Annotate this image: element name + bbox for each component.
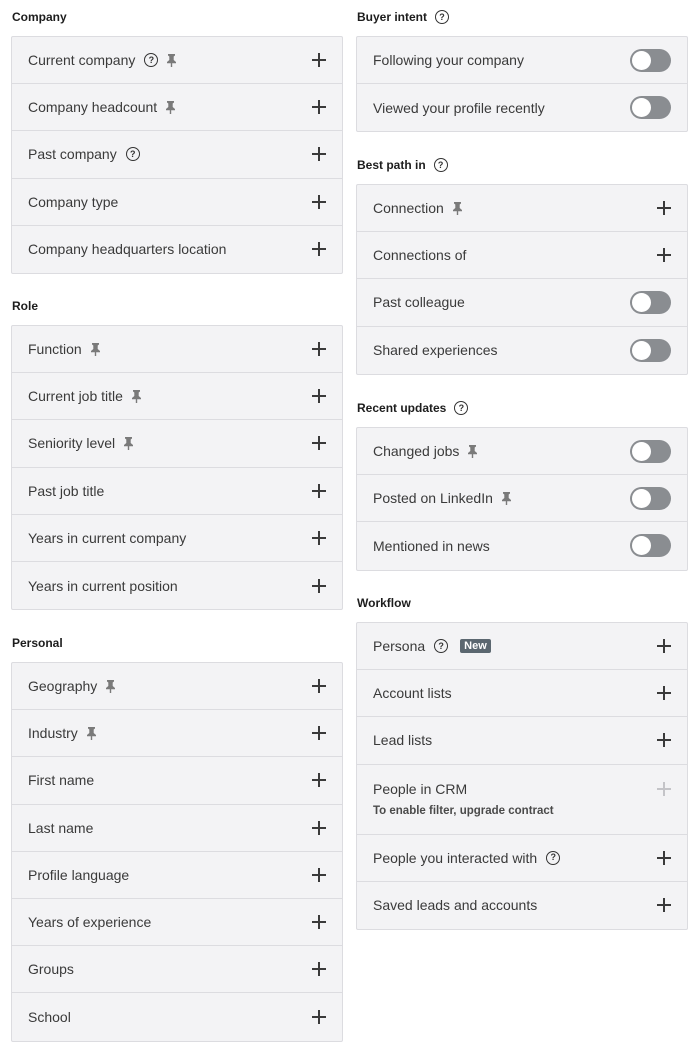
filter-label: Posted on LinkedIn — [373, 490, 493, 507]
filter-people-in-crm — [357, 765, 687, 835]
recent-updates-section-title — [357, 400, 468, 416]
help-icon[interactable]: ? — [435, 10, 449, 24]
filter-persona[interactable] — [357, 623, 687, 670]
plus-icon[interactable] — [312, 531, 326, 545]
filter-label: First name — [28, 772, 95, 789]
filter-label: Groups — [28, 961, 74, 978]
filter-label: Geography — [28, 678, 98, 695]
plus-icon[interactable] — [657, 733, 671, 747]
plus-icon[interactable] — [657, 201, 671, 215]
filter-label: Company type — [28, 193, 119, 210]
plus-icon[interactable] — [312, 342, 326, 356]
filter-following-your-company — [357, 37, 687, 84]
section-title-text: Company — [12, 10, 67, 24]
filter-label: Past job title — [28, 482, 105, 499]
filter-label: Company headcount — [28, 99, 158, 116]
filter-first-name[interactable] — [12, 757, 342, 804]
plus-icon[interactable] — [312, 962, 326, 976]
pin-icon[interactable] — [165, 101, 176, 114]
filter-label: Years in current company — [28, 529, 187, 546]
filter-label: School — [28, 1008, 71, 1025]
filter-account-lists[interactable] — [357, 670, 687, 717]
recent-updates-filter-group — [356, 427, 688, 571]
section-title-text: Role — [12, 299, 39, 313]
filter-label: Connection — [373, 200, 444, 217]
plus-icon[interactable] — [312, 242, 326, 256]
plus-icon[interactable] — [657, 898, 671, 912]
filter-label: Years of experience — [28, 914, 152, 931]
plus-icon[interactable] — [312, 726, 326, 740]
pin-icon[interactable] — [131, 390, 142, 403]
help-icon[interactable]: ? — [144, 53, 158, 67]
plus-icon[interactable] — [312, 195, 326, 209]
role-section-title — [12, 298, 38, 314]
filter-current-job-title[interactable] — [12, 373, 342, 420]
filter-mentioned-in-news — [357, 522, 687, 569]
filter-label: Changed jobs — [373, 443, 460, 460]
personal-filter-group — [11, 662, 343, 1042]
filter-company-hq-location[interactable] — [12, 226, 342, 273]
pin-icon[interactable] — [452, 202, 463, 215]
help-icon[interactable]: ? — [434, 639, 448, 653]
company-filter-group — [11, 36, 343, 274]
buyer-intent-section-title — [357, 9, 449, 25]
toggle-switch[interactable] — [630, 534, 671, 557]
role-filter-group — [11, 325, 343, 610]
best-path-filter-group — [356, 184, 688, 375]
filter-groups[interactable] — [12, 946, 342, 993]
filter-label: Last name — [28, 819, 94, 836]
filter-seniority-level[interactable] — [12, 420, 342, 467]
filter-label: People you interacted with — [373, 849, 538, 866]
filter-label: Company headquarters location — [28, 241, 227, 258]
filter-lead-lists[interactable] — [357, 717, 687, 764]
filter-past-company[interactable] — [12, 131, 342, 178]
plus-icon[interactable] — [312, 100, 326, 114]
filter-industry[interactable] — [12, 710, 342, 757]
filter-label: Connections of — [373, 247, 467, 264]
filter-years-in-current-company[interactable] — [12, 515, 342, 562]
filter-past-job-title[interactable] — [12, 468, 342, 515]
plus-icon[interactable] — [312, 1010, 326, 1024]
plus-icon[interactable] — [312, 484, 326, 498]
filter-current-company[interactable] — [12, 37, 342, 84]
filter-shared-experiences — [357, 327, 687, 374]
filter-company-headcount[interactable] — [12, 84, 342, 131]
filter-years-of-experience[interactable] — [12, 899, 342, 946]
help-icon[interactable]: ? — [434, 158, 448, 172]
filter-label: Profile language — [28, 866, 130, 883]
filter-last-name[interactable] — [12, 805, 342, 852]
filter-function[interactable] — [12, 326, 342, 373]
help-icon[interactable]: ? — [126, 147, 140, 161]
plus-icon[interactable] — [657, 248, 671, 262]
section-title-text: Buyer intent — [357, 10, 428, 24]
pin-icon[interactable] — [123, 437, 134, 450]
toggle-switch[interactable] — [630, 49, 671, 72]
section-title-text: Recent updates — [357, 401, 447, 415]
upgrade-note: To enable filter, upgrade contract — [373, 805, 554, 818]
plus-icon[interactable] — [312, 147, 326, 161]
plus-icon[interactable] — [312, 436, 326, 450]
buyer-intent-filter-group — [356, 36, 688, 132]
filter-changed-jobs — [357, 428, 687, 475]
toggle-switch[interactable] — [630, 487, 671, 510]
filter-label: Account lists — [373, 685, 452, 702]
workflow-section-title — [357, 595, 411, 611]
toggle-switch[interactable] — [630, 291, 671, 314]
section-title-text: Best path in — [357, 158, 426, 172]
plus-icon[interactable] — [312, 773, 326, 787]
filter-geography[interactable] — [12, 663, 342, 710]
filter-connections-of[interactable] — [357, 232, 687, 279]
company-section-title — [12, 9, 67, 25]
filter-label: People in CRM — [373, 781, 468, 798]
filter-label: Current company — [28, 52, 136, 69]
pin-icon[interactable] — [86, 727, 97, 740]
filter-label: Past company — [28, 146, 117, 163]
toggle-switch[interactable] — [630, 339, 671, 362]
filter-posted-on-linkedin — [357, 475, 687, 522]
filter-label: Saved leads and accounts — [373, 897, 538, 914]
filter-past-colleague — [357, 279, 687, 326]
plus-icon[interactable] — [657, 686, 671, 700]
filter-years-in-current-position[interactable] — [12, 562, 342, 609]
filter-label: Lead lists — [373, 732, 433, 749]
pin-icon[interactable] — [166, 54, 177, 67]
filter-label: Function — [28, 341, 82, 358]
filter-saved-leads-and-accounts[interactable] — [357, 882, 687, 929]
plus-icon[interactable] — [657, 639, 671, 653]
filter-label: Seniority level — [28, 435, 116, 452]
help-icon[interactable]: ? — [546, 851, 560, 865]
filter-connection[interactable] — [357, 185, 687, 232]
workflow-filter-group — [356, 622, 688, 930]
filter-profile-language[interactable] — [12, 852, 342, 899]
plus-icon — [657, 782, 671, 796]
plus-icon[interactable] — [312, 868, 326, 882]
plus-icon[interactable] — [312, 915, 326, 929]
toggle-switch[interactable] — [630, 440, 671, 463]
filter-label: Past colleague — [373, 294, 465, 311]
toggle-switch[interactable] — [630, 96, 671, 119]
filter-label: Mentioned in news — [373, 537, 490, 554]
filter-company-type[interactable] — [12, 179, 342, 226]
filter-people-you-interacted-with[interactable] — [357, 835, 687, 882]
plus-icon[interactable] — [312, 53, 326, 67]
filter-label: Viewed your profile recently — [373, 99, 545, 116]
pin-icon[interactable] — [467, 445, 478, 458]
pin-icon[interactable] — [90, 343, 101, 356]
filter-label: Shared experiences — [373, 342, 498, 359]
section-title-text: Workflow — [357, 596, 411, 610]
filter-label: Industry — [28, 725, 78, 742]
filter-label: Persona — [373, 638, 426, 655]
filter-label: Following your company — [373, 52, 524, 69]
filter-label: Years in current position — [28, 577, 178, 594]
filter-viewed-your-profile — [357, 84, 687, 131]
plus-icon[interactable] — [312, 821, 326, 835]
personal-section-title — [12, 635, 63, 651]
pin-icon[interactable] — [105, 680, 116, 693]
filter-row-main — [373, 781, 671, 797]
section-title-text: Personal — [12, 636, 63, 650]
help-icon[interactable]: ? — [454, 401, 468, 415]
best-path-section-title — [357, 157, 448, 173]
pin-icon[interactable] — [501, 492, 512, 505]
filter-label: Current job title — [28, 388, 123, 405]
plus-icon[interactable] — [312, 389, 326, 403]
plus-icon[interactable] — [312, 679, 326, 693]
plus-icon[interactable] — [657, 851, 671, 865]
filter-school[interactable] — [12, 993, 342, 1040]
plus-icon[interactable] — [312, 579, 326, 593]
new-badge: New — [460, 639, 491, 653]
